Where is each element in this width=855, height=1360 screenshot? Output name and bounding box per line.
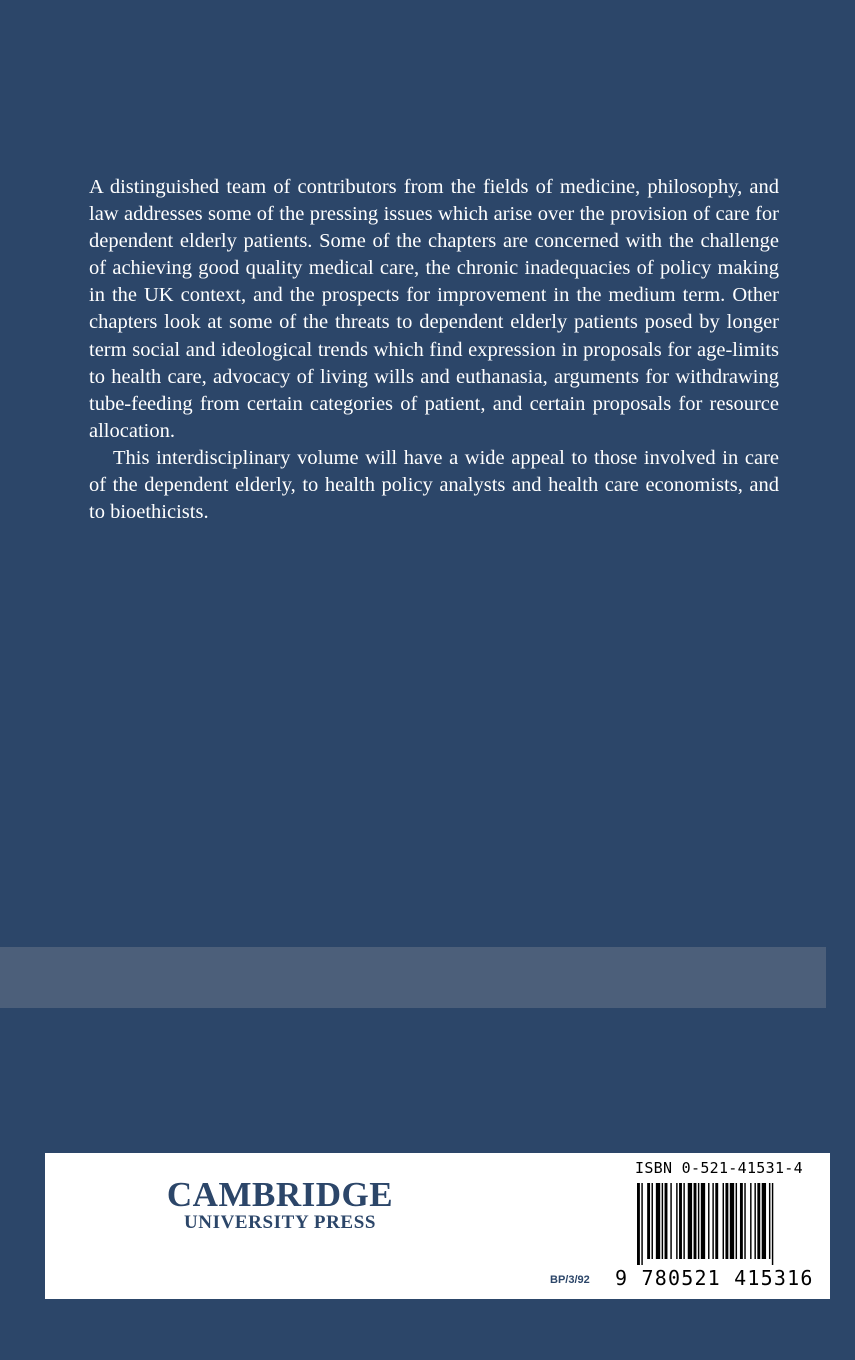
barcode-bar	[712, 1183, 713, 1259]
barcode-bar	[665, 1183, 668, 1259]
barcode-bar	[688, 1183, 692, 1259]
barcode-bar	[683, 1183, 684, 1259]
barcode-bar	[754, 1183, 755, 1259]
barcode-bar	[652, 1183, 653, 1259]
barcode-bar	[723, 1183, 724, 1259]
barcode-bar	[730, 1183, 734, 1259]
barcode-bar	[769, 1183, 770, 1259]
barcode-bar	[715, 1183, 718, 1259]
barcode-bar	[762, 1183, 766, 1259]
publisher-name-line-2: UNIVERSITY PRESS	[183, 1212, 377, 1233]
publisher-logo	[165, 1177, 395, 1233]
barcode-bar	[757, 1183, 760, 1259]
blurb-paragraph-1: A distinguished team of contributors from the fields of medicine, philosophy, and law addresses some of the pressing issues which arise over the provision of care for dependent elderly patients. Some of the chapters are concerned with the challenge of achieving good quality medical care, the chronic inadequacies of policy making in the UK context, and the prospects for improvement in the medium term. Other chapters look at some of the threats to dependent elderly patients posed by longer term social and ideological trends which find expression in proposals for age-limits to health care, advocacy of living wills and euthanasia, arguments for withdrawing tube-feeding from certain categories of patient, and certain proposals for resource allocation.	[89, 176, 779, 442]
barcode-bar	[772, 1183, 773, 1265]
isbn-label: ISBN 0-521-41531-4	[635, 1159, 803, 1177]
ean-number: 9 780521 415316	[615, 1266, 814, 1290]
publisher-panel	[45, 1153, 830, 1299]
barcode-bar	[676, 1183, 677, 1259]
barcode-bar	[641, 1183, 642, 1265]
blurb-paragraph-2: This interdisciplinary volume will have a wide appeal to those involved in care of the dependent elderly, to health policy analysts and health care economists, and to bioethicists.	[89, 446, 779, 524]
barcode-bar	[670, 1183, 671, 1259]
price-code: BP/3/92	[550, 1274, 590, 1286]
barcode-bar	[694, 1183, 697, 1259]
barcode-bars	[637, 1183, 817, 1265]
barcode-bar	[708, 1183, 709, 1259]
barcode-bar	[698, 1183, 699, 1259]
barcode-bar	[679, 1183, 682, 1259]
blurb-text	[89, 174, 779, 526]
barcode-bar	[740, 1183, 743, 1259]
barcode-bar	[662, 1183, 663, 1259]
barcode-bar	[744, 1183, 745, 1259]
barcode-bar	[750, 1183, 751, 1259]
decorative-band	[0, 947, 826, 1008]
barcode-bar	[647, 1183, 650, 1259]
barcode-bar	[656, 1183, 660, 1259]
barcode-bar	[736, 1183, 737, 1259]
barcode-bar	[701, 1183, 705, 1259]
publisher-name-line-1: CAMBRIDGE	[166, 1175, 394, 1214]
barcode-bar	[725, 1183, 728, 1259]
barcode-bar	[637, 1183, 640, 1265]
